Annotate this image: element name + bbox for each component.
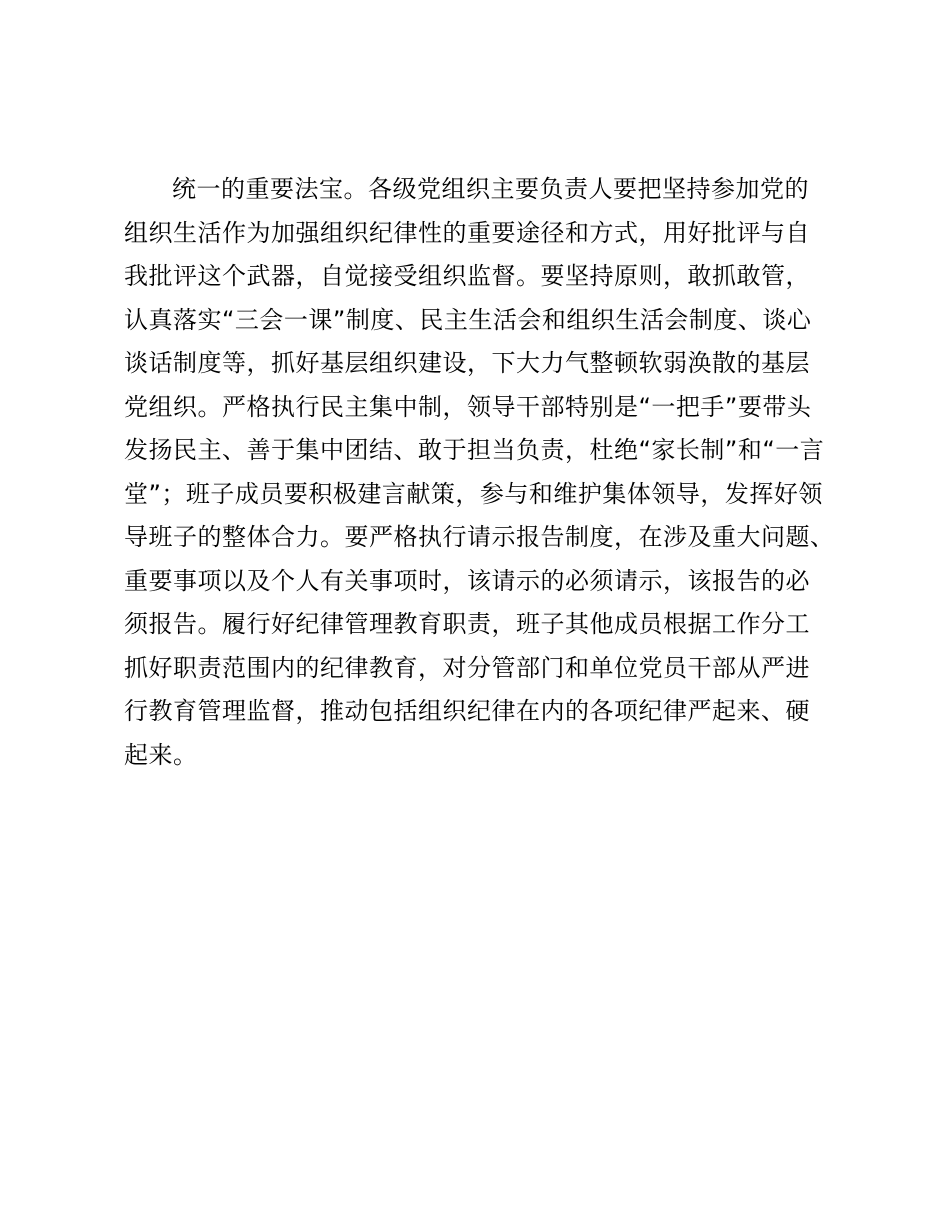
text-line: 行教育管理监督，推动包括组织纪律在内的各项纪律严起来、硬	[124, 697, 810, 725]
text-line: 堂”；班子成员要积极建言献策，参与和维护集体领导，发挥好领	[124, 479, 823, 508]
text-line: 党组织。严格执行民主集中制，领导干部特别是“一把手”要带头	[124, 392, 812, 421]
text-line: 我批评这个武器，自觉接受组织监督。要坚持原则，敢抓敢管，	[124, 262, 810, 290]
text-line: 组织生活作为加强组织纪律性的重要途径和方式，用好批评与自	[124, 218, 810, 247]
body-paragraph	[124, 168, 844, 777]
text-line: 统一的重要法宝。各级党组织主要负责人要把坚持参加党的	[172, 175, 809, 203]
text-line: 导班子的整体合力。要严格执行请示报告制度，在涉及重大问题、	[124, 523, 835, 551]
text-line: 抓好职责范围内的纪律教育，对分管部门和单位党员干部从严进	[124, 653, 810, 682]
text-line: 起来。	[124, 740, 198, 769]
text-line: 重要事项以及个人有关事项时，该请示的必须请示，该报告的必	[124, 566, 810, 595]
text-line: 认真落实“三会一课”制度、民主生活会和组织生活会制度、谈心	[124, 305, 812, 334]
text-line: 发扬民主、善于集中团结、敢于担当负责，杜绝“家长制”和“一言	[124, 436, 825, 464]
text-line: 谈话制度等，抓好基层组织建设，下大力气整顿软弱涣散的基层	[124, 349, 810, 377]
text-line: 须报告。履行好纪律管理教育职责，班子其他成员根据工作分工	[124, 610, 810, 638]
